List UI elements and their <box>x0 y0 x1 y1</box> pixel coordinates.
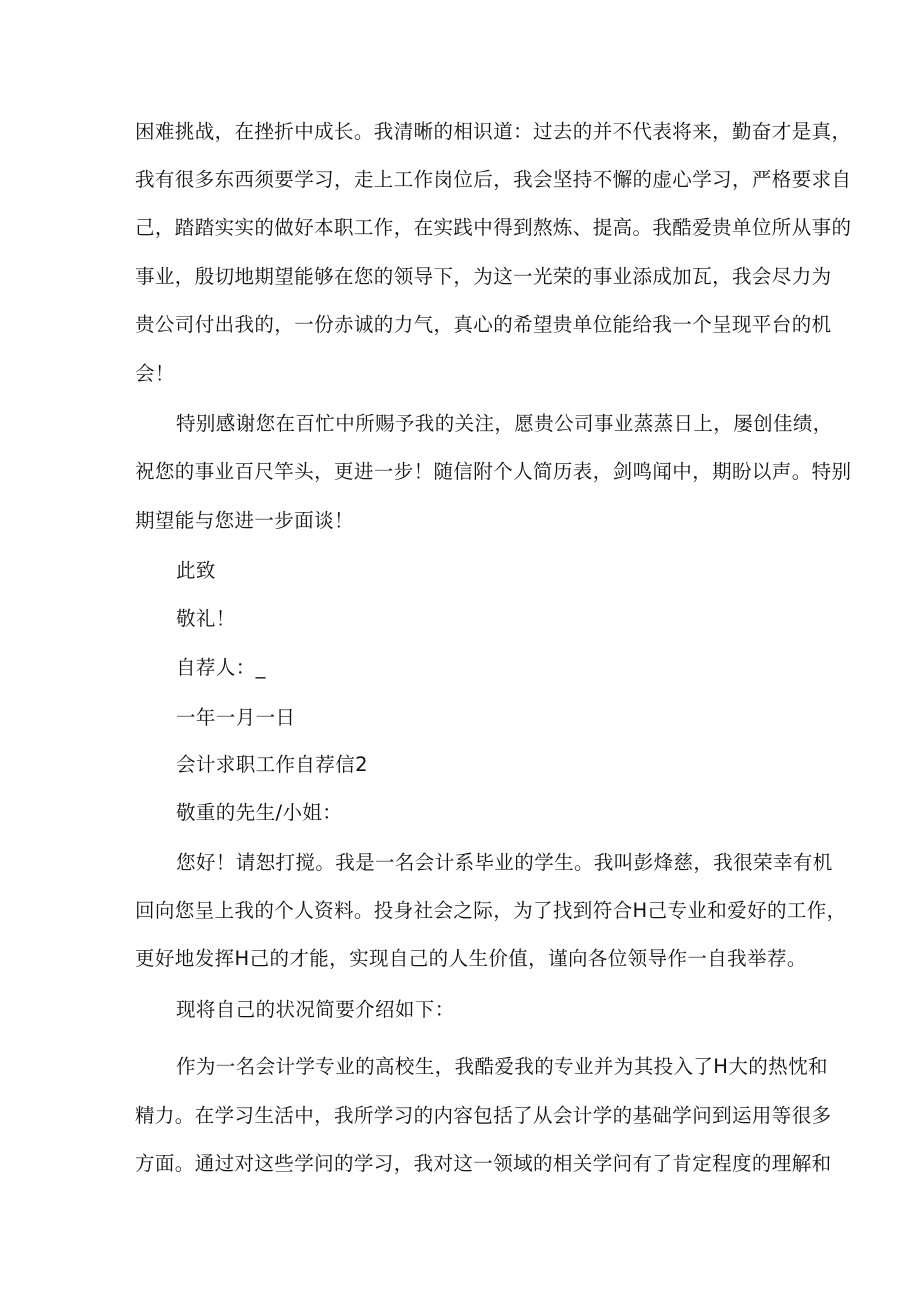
text-line: 己，踏踏实实的做好本职工作，在实践中得到熬炼、提高。我酷爱贵单位所从事的 <box>135 216 852 239</box>
text-line: 现将自己的状况简要介绍如下： <box>176 998 455 1021</box>
section-title: 会计求职工作自荐信2 <box>176 753 368 776</box>
text-line: 精力。在学习生活中，我所学习的内容包括了从会计学的基础学问到运用等很多 <box>135 1104 832 1127</box>
text-line: 困难挑战，在挫折中成长。我清晰的相识道：过去的并不代表将来，勤奋才是真， <box>135 120 852 143</box>
closing-regards: 敬礼！ <box>176 607 236 630</box>
text-line: 我有很多东西须要学习，走上工作岗位后，我会坚持不懈的虚心学习，严格要求自 <box>135 168 852 191</box>
text-line: 祝您的事业百尺竿头，更进一步！随信附个人简历表，剑鸣闻中，期盼以声。特别 <box>135 460 852 483</box>
text-line: 事业，殷切地期望能够在您的领导下，为这一光荣的事业添成加瓦，我会尽力为 <box>135 265 832 288</box>
date-line: 一年一月一日 <box>176 706 296 729</box>
text-line: 您好！请恕打搅。我是一名会计系毕业的学生。我叫彭烽慈，我很荣幸有机 <box>176 851 833 874</box>
text-line: 更好地发挥H己的才能，实现自己的人生价值，谨向各位领导作一自我举荐。 <box>135 947 807 970</box>
closing-salutation: 此致 <box>176 559 216 582</box>
text-line: 期望能与您进一步面谈！ <box>135 509 354 532</box>
text-line: 作为一名会计学专业的高校生，我酷爱我的专业并为其投入了H大的热忱和 <box>176 1055 828 1078</box>
text-line: 贵公司付出我的，一份赤诚的力气，真心的希望贵单位能给我一个呈现平台的机 <box>135 313 832 336</box>
signature-line: 自荐人：_ <box>176 656 266 679</box>
text-line: 特别感谢您在百忙中所赐予我的关注，愿贵公司事业蒸蒸日上，屡创佳绩， <box>176 412 833 435</box>
text-line: 回向您呈上我的个人资料。投身社会之际，为了找到符合H己专业和爱好的工作， <box>135 899 847 922</box>
text-line: 会！ <box>135 362 175 385</box>
greeting-line: 敬重的先生/小姐： <box>176 801 343 824</box>
text-line: 方面。通过对这些学问的学习，我对这一领域的相关学问有了肯定程度的理解和 <box>135 1152 832 1175</box>
